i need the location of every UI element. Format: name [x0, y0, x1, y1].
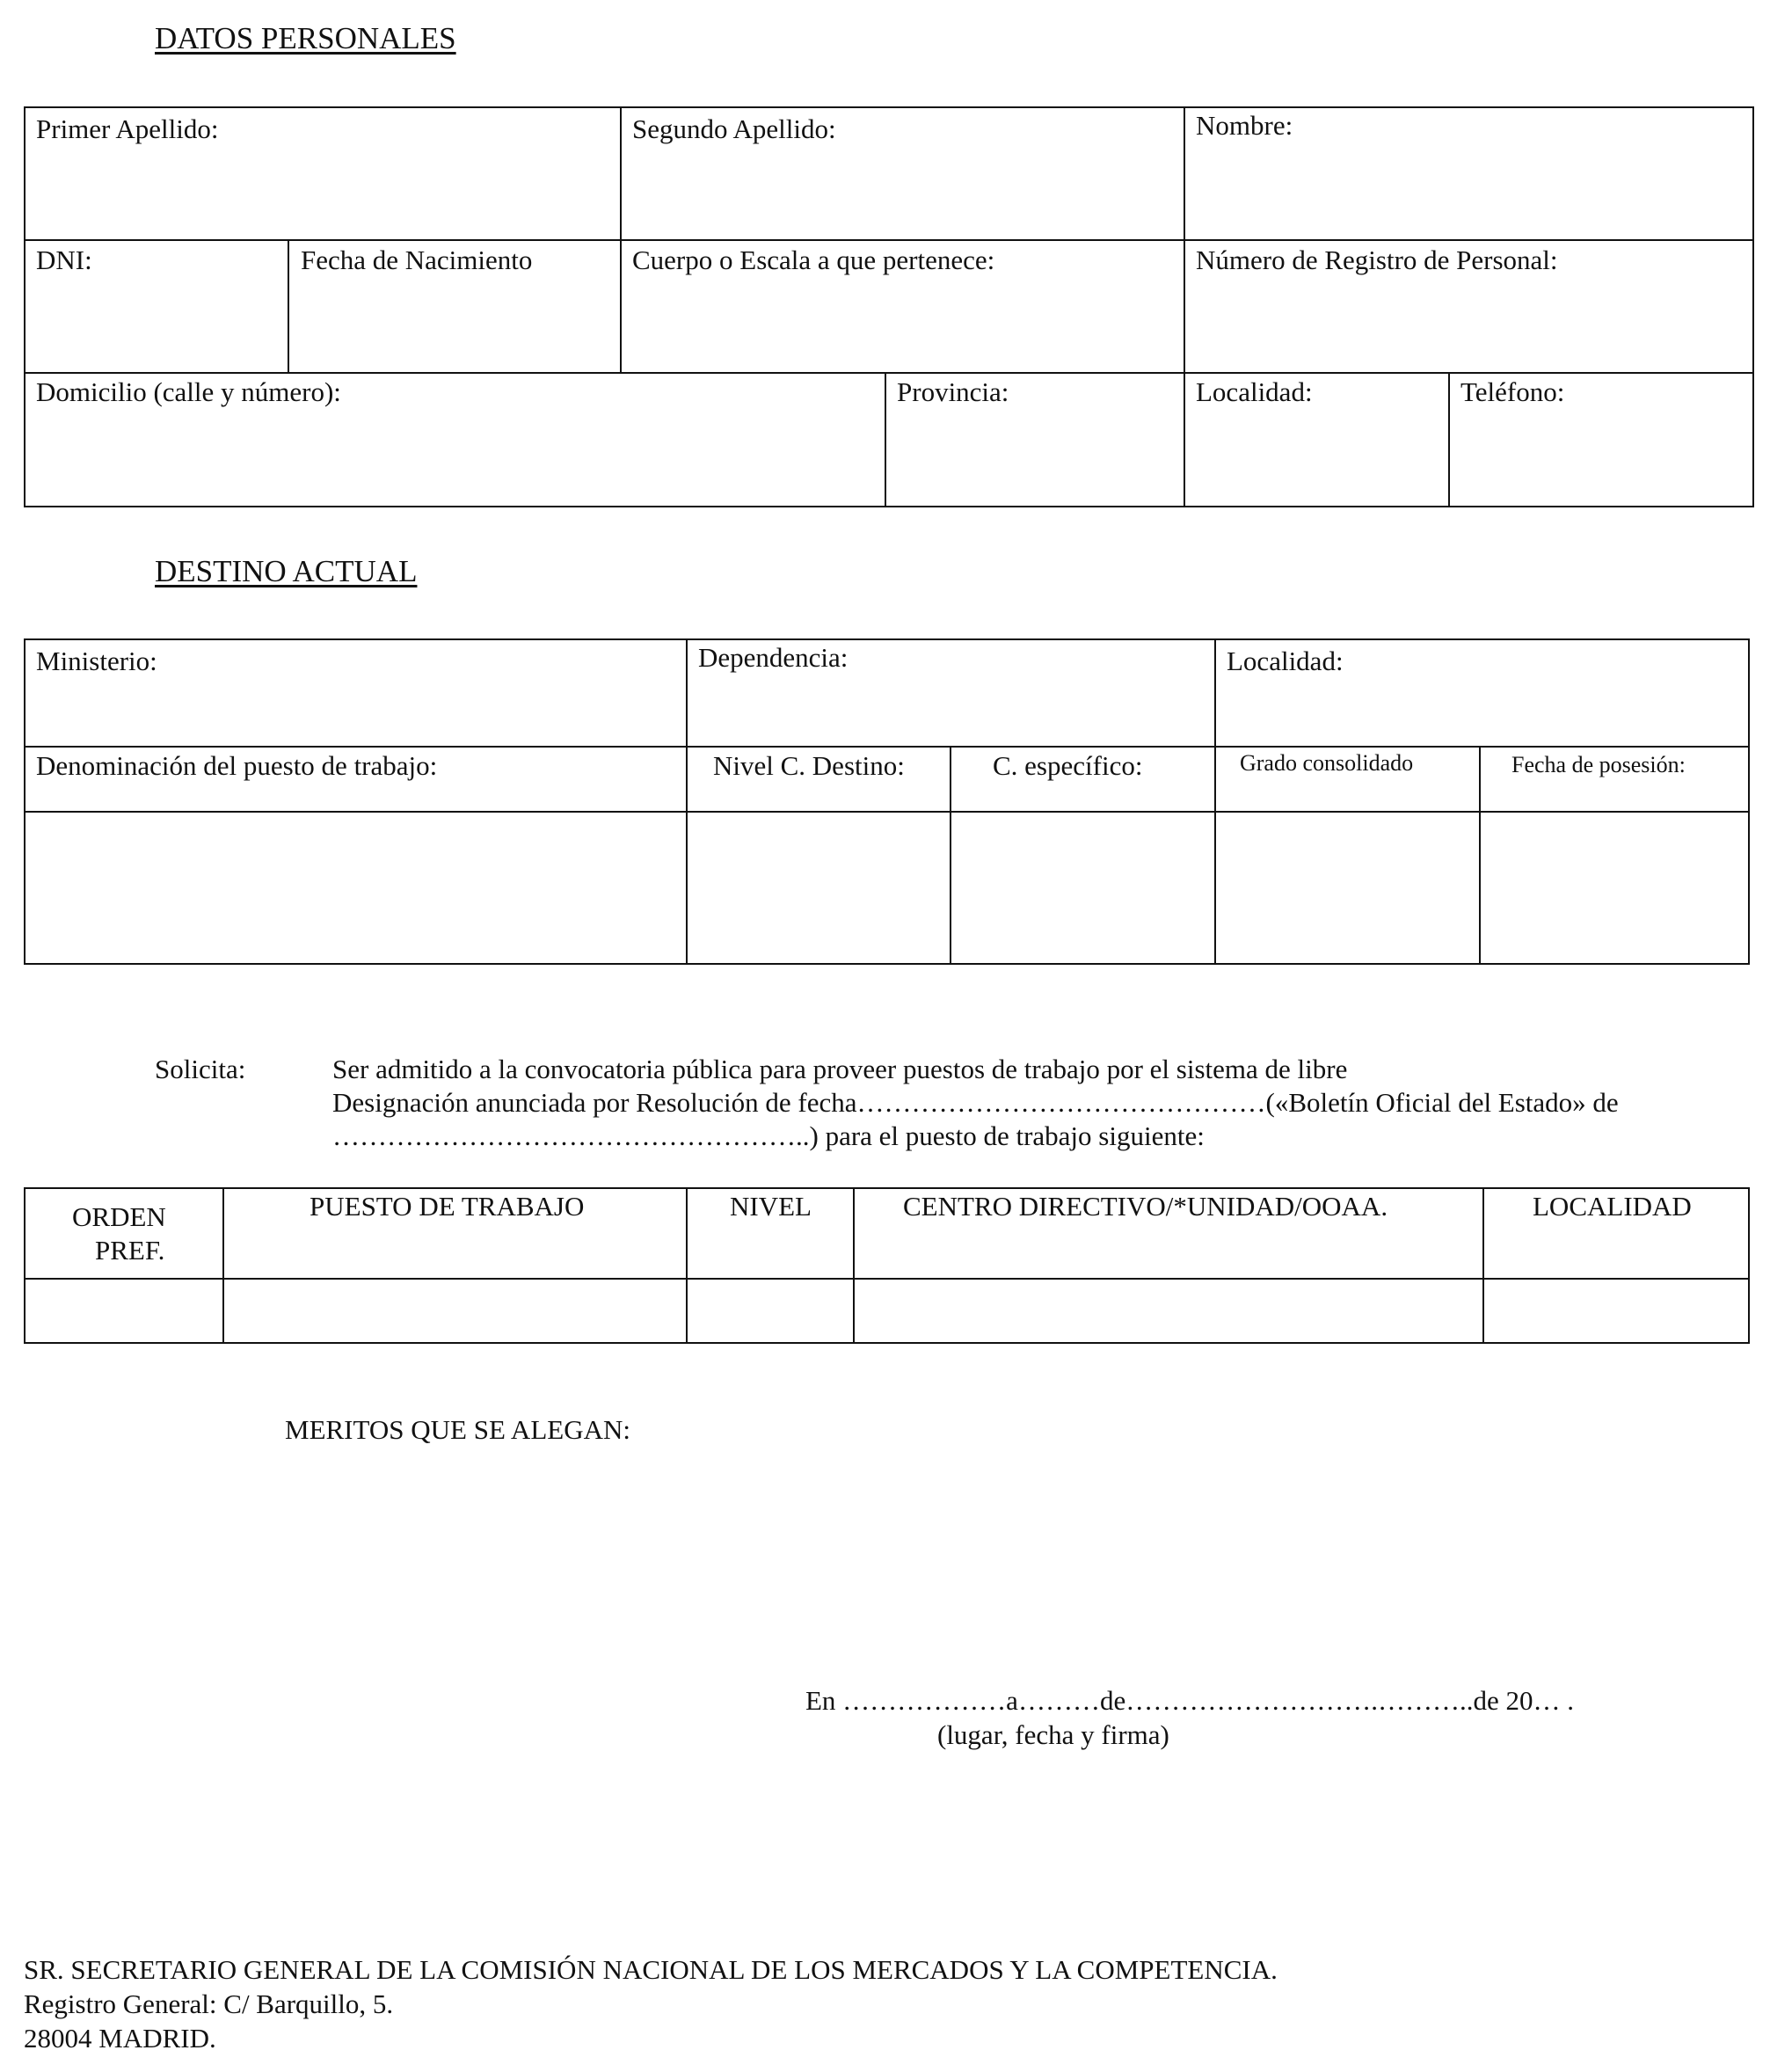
firma-line: En ………………a………de……………………….………..de 20… .: [805, 1685, 1574, 1716]
c-especifico-label: C. específico:: [993, 750, 1143, 781]
dni-label: DNI:: [36, 244, 92, 275]
cuerpo-escala-label: Cuerpo o Escala a que pertenece:: [632, 244, 995, 275]
solicita-line-1: Ser admitido a la convocatoria pública para proveer puestos de trabajo por el sistema de libre: [332, 1054, 1348, 1084]
orden-header: ORDEN: [72, 1201, 166, 1232]
pref-header: PREF.: [95, 1235, 165, 1266]
domicilio-label: Domicilio (calle y número):: [36, 376, 341, 407]
solicita-line-2: Designación anunciada por Resolución de fecha………………………………………(«Boletín Oficial del Estado» de: [332, 1087, 1619, 1118]
primer-apellido-label: Primer Apellido:: [36, 113, 219, 144]
grado-consolidado-label: Grado consolidado: [1240, 750, 1414, 776]
section-title-destino-actual: DESTINO ACTUAL: [155, 554, 418, 588]
footer-registro: Registro General: C/ Barquillo, 5.: [24, 1988, 394, 2019]
firma-caption: (lugar, fecha y firma): [937, 1719, 1169, 1750]
nivel-header: NIVEL: [730, 1191, 812, 1222]
footer-addressee: SR. SECRETARIO GENERAL DE LA COMISIÓN NACIONAL DE LOS MERCADOS Y LA COMPETENCIA.: [24, 1954, 1278, 1985]
dependencia-label: Dependencia:: [698, 642, 849, 673]
destino-localidad-label: Localidad:: [1227, 646, 1344, 676]
provincia-label: Provincia:: [897, 376, 1009, 407]
ministerio-label: Ministerio:: [36, 646, 157, 676]
nivel-destino-label: Nivel C. Destino:: [713, 750, 905, 781]
denominacion-label: Denominación del puesto de trabajo:: [36, 750, 438, 781]
puesto-trabajo-header: PUESTO DE TRABAJO: [310, 1191, 585, 1222]
footer-city: 28004 MADRID.: [24, 2023, 216, 2054]
telefono-label: Teléfono:: [1460, 376, 1565, 407]
centro-directivo-header: CENTRO DIRECTIVO/*UNIDAD/OOAA.: [903, 1191, 1388, 1222]
localidad-header: LOCALIDAD: [1533, 1191, 1692, 1222]
segundo-apellido-label: Segundo Apellido:: [632, 113, 836, 144]
meritos-label: MERITOS QUE SE ALEGAN:: [285, 1414, 630, 1445]
fecha-posesion-label: Fecha de posesión:: [1511, 752, 1686, 777]
fecha-nacimiento-label: Fecha de Nacimiento: [301, 244, 533, 275]
section-title-datos-personales: DATOS PERSONALES: [155, 21, 456, 55]
localidad-label: Localidad:: [1196, 376, 1313, 407]
solicita-line-3: ……………………………………………..) para el puesto de trabajo siguiente:: [332, 1120, 1205, 1151]
nombre-label: Nombre:: [1196, 110, 1293, 141]
numero-registro-label: Número de Registro de Personal:: [1196, 244, 1558, 275]
solicita-label: Solicita:: [155, 1054, 246, 1084]
